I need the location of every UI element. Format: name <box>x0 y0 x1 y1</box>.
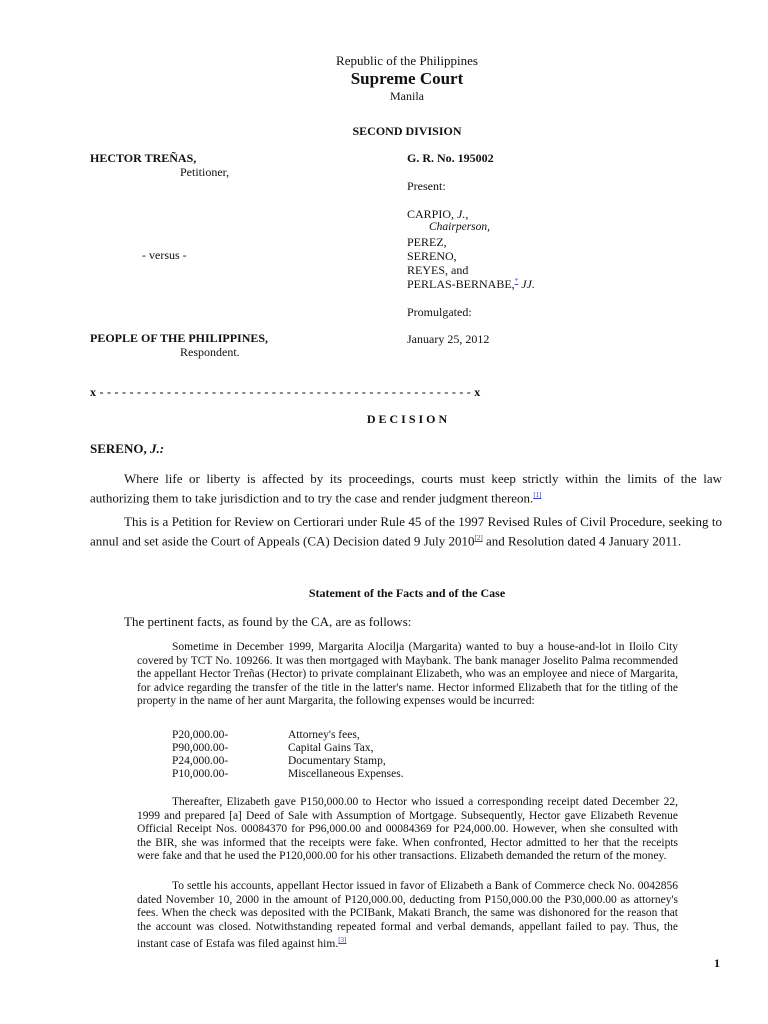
justice-carpio <box>407 207 468 222</box>
petitioner-name: HECTOR TREÑAS, <box>90 151 197 165</box>
gr-number: G. R. No. 195002 <box>407 151 494 165</box>
quote-paragraph-2: Thereafter, Elizabeth gave P150,000.00 to Hector who issued a corresponding receipt dated December 22, 1999 and prepared [a] Deed of Sale with Assumption of Mortgage. Subsequently, Hector gave Elizabeth Revenue Official Receipt Nos. 00084370 for P96,000.00 and 00084369 for P24,000.00. However, when she consulted with the BIR, she was informed that the receipts were fake. When confronted, Hector admitted to her that the receipts were fake and that he used the P120,000.00 for his other transactions. Elizabeth demanded the return of the money. <box>137 796 678 862</box>
division-title: SECOND DIVISION <box>352 124 462 138</box>
expense-amount: P10,000.00- <box>172 768 229 780</box>
ponente-name: SERENO, <box>90 441 147 456</box>
quote-paragraph-3 <box>137 880 678 951</box>
expense-item: Miscellaneous Expenses. <box>288 768 404 780</box>
justice-carpio-name: CARPIO, <box>407 207 455 221</box>
paragraph-2 <box>90 513 722 549</box>
court-name: Supreme Court <box>350 69 464 88</box>
justice-sereno: SERENO, <box>407 249 457 263</box>
paragraph-2-text-a: This is a Petition for Review on Certiorari under Rule 45 of the 1997 Revised Rules of Civil Procedure, seeking to annul and set aside the Court of Appeals (CA) Decision dated 9 July 2010 <box>90 514 722 549</box>
decision-title: D E C I S I O N <box>366 412 448 426</box>
footnote-link-star[interactable]: * <box>514 277 519 285</box>
quote-paragraph-1: Sometime in December 1999, Margarita Alocilja (Margarita) wanted to buy a house-and-lot in Iloilo City covered by TCT No. 109266. It was then mortgaged with Maybank. The bank manager Joselito Palma recommended the appellant Hector Treñas (Hector) to private complainant Elizabeth, who was an employee and niece of Margarita, for advice regarding the transfer of the title in the latter's name. Hector informed Elizabeth that for the titling of the property in the name of her aunt Margarita, the following expenses would be incurred: <box>137 641 678 707</box>
justice-carpio-suffix: J. <box>457 207 466 221</box>
justice-carpio-comma: , <box>465 207 469 221</box>
footnote-link-1[interactable]: [1] <box>533 491 542 499</box>
petitioner-role: Petitioner, <box>180 165 230 179</box>
paragraph-2-text-b: and Resolution dated 4 January 2011. <box>482 533 682 549</box>
footnote-link-2[interactable]: [2] <box>474 534 483 542</box>
present-label: Present: <box>407 179 446 193</box>
justice-reyes: REYES, and <box>407 263 469 277</box>
paragraph-1-text: Where life or liberty is affected by its proceedings, courts must keep strictly within the limits of the law authorizing them to take jurisdiction and to try the case and render judgment thereon. <box>90 471 722 506</box>
expense-amount: P20,000.00- <box>172 729 229 741</box>
respondent-name: PEOPLE OF THE PHILIPPINES, <box>90 331 269 345</box>
ponente <box>90 441 164 457</box>
justice-perlas-name: PERLAS-BERNABE, <box>407 277 515 291</box>
republic-line: Republic of the Philippines <box>336 53 478 68</box>
expense-item: Documentary Stamp, <box>288 755 386 767</box>
promulgated-date: January 25, 2012 <box>407 332 490 346</box>
chairperson-label: Chairperson, <box>429 221 491 233</box>
justice-perlas <box>407 277 535 292</box>
expense-amount: P24,000.00- <box>172 755 229 767</box>
footnote-link-3[interactable]: [3] <box>338 936 347 944</box>
justice-perez: PEREZ, <box>407 235 447 249</box>
facts-heading: Statement of the Facts and of the Case <box>308 586 506 600</box>
court-city: Manila <box>390 89 424 103</box>
expense-amount: P90,000.00- <box>172 742 229 754</box>
quote-paragraph-3-text: To settle his accounts, appellant Hector issued in favor of Elizabeth a Bank of Commerce check No. 0042856 dated November 10, 2000 in the amount of P120,000.00, deducting from P150,000.00 the P30,000.00 as attorney's fees. When the check was deposited with the PCIBank, Makati Branch, the same was dishonored for the reason that the account was closed. Notwithstanding repeated formal and verbal demands, appellant failed to pay. Thus, the instant case of Estafa was filed against him. <box>137 880 678 950</box>
promulgated-label: Promulgated: <box>407 305 472 319</box>
expense-item: Attorney's fees, <box>288 729 360 741</box>
respondent-role: Respondent. <box>180 345 240 359</box>
separator-line: x - - - - - - - - - - - - - - - - - - - - - - - - - - - - - - - - - - - - - - - - - - - - - - - - - - x <box>90 385 481 399</box>
page-number: 1 <box>714 956 720 970</box>
paragraph-1 <box>90 470 722 506</box>
ponente-suffix: J.: <box>149 441 165 456</box>
versus-label: - versus - <box>142 248 187 262</box>
facts-intro: The pertinent facts, as found by the CA, are as follows: <box>124 614 412 629</box>
justice-perlas-suffix: JJ. <box>521 277 535 291</box>
expense-item: Capital Gains Tax, <box>288 742 374 754</box>
